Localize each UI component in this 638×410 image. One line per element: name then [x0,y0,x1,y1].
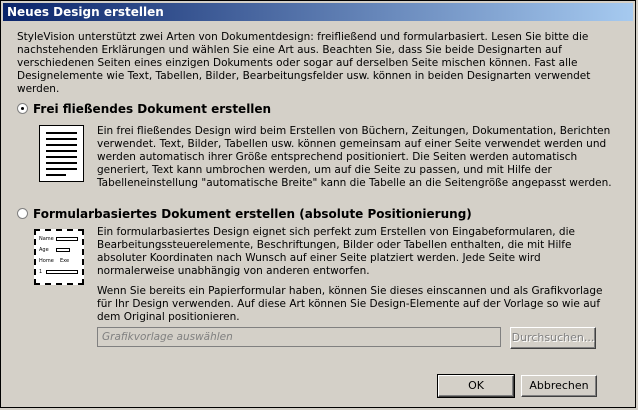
radio-button-form[interactable] [17,208,28,219]
browse-button[interactable]: Durchsuchen... [510,327,596,349]
form-description: Ein formularbasiertes Design eignet sich perfekt zum Erstellen von Eingabeformularen, die Bearbeitungssteuerelemente, Beschriftungen, Bilder oder Tabellen enthalten, die mit Hilfe absoluter Koordinaten nach Wunsch auf einer Seite platziert werden. Jede Seite wird normalerweise unabhängig von anderen entworfen. [97,226,575,277]
radio-form-based[interactable] [17,206,472,222]
title-bar[interactable]: Neues Design erstellen [3,3,633,21]
form-icon-id-label: 1 [39,269,43,275]
cancel-button[interactable]: Abbrechen [521,375,597,397]
form-icon [34,229,84,285]
form-icon-exe-label: Exe [60,258,70,264]
template-path-input[interactable]: Grafikvorlage auswählen [97,327,501,347]
radio-free-flowing[interactable] [17,101,417,117]
radio-button-free[interactable] [17,103,28,114]
form-icon-name-label: Name [39,236,54,242]
scan-description: Wenn Sie bereits ein Papierformular haben, können Sie dieses einscannen und als Grafikvorlage für Ihr Design verwenden. Auf diese Art können Sie Design-Elemente auf der Vorlage so wie auf dem Original positionieren. [97,285,603,323]
radio-form-label[interactable]: Formularbasiertes Dokument erstellen (absolute Positionierung) [33,207,472,221]
ok-button[interactable]: OK [438,375,514,397]
form-icon-home-label: Home [39,258,54,264]
document-icon [39,125,84,182]
free-description: Ein frei fließendes Design wird beim Erstellen von Büchern, Zeitungen, Dokumentation, Berichten verwendet. Text, Bilder, Tabellen usw. können gemeinsam auf einer Seite verwendet werden und werden automatisch ihrer Größe entsprechend positioniert. Die Seiten werden automatisch generiert, Text kann umbrochen werden, um auf die Seite zu passen, und mit Hilfe der Tabelleneinstellung "automatische Breite" kann die Tabelle an die Seitengröße angepasst werden. [97,125,612,189]
intro-text: StyleVision unterstützt zwei Arten von Dokumentdesign: freifließend und formularbasiert. Lesen Sie bitte die nachstehenden Erklärungen und wählen Sie eine Art aus. Beachten Sie, dass Sie beide Designarten auf verschiedenen Seiten eines einzigen Dokuments oder sogar auf derselben Seite mischen können. Fast alle Designelemente wie Text, Tabellen, Bilder, Bearbeitungsfelder usw. können in beiden Designarten verwendet werden. [17,31,591,95]
radio-free-label[interactable]: Frei fließendes Dokument erstellen [33,102,272,116]
form-icon-age-label: Age [39,247,49,253]
